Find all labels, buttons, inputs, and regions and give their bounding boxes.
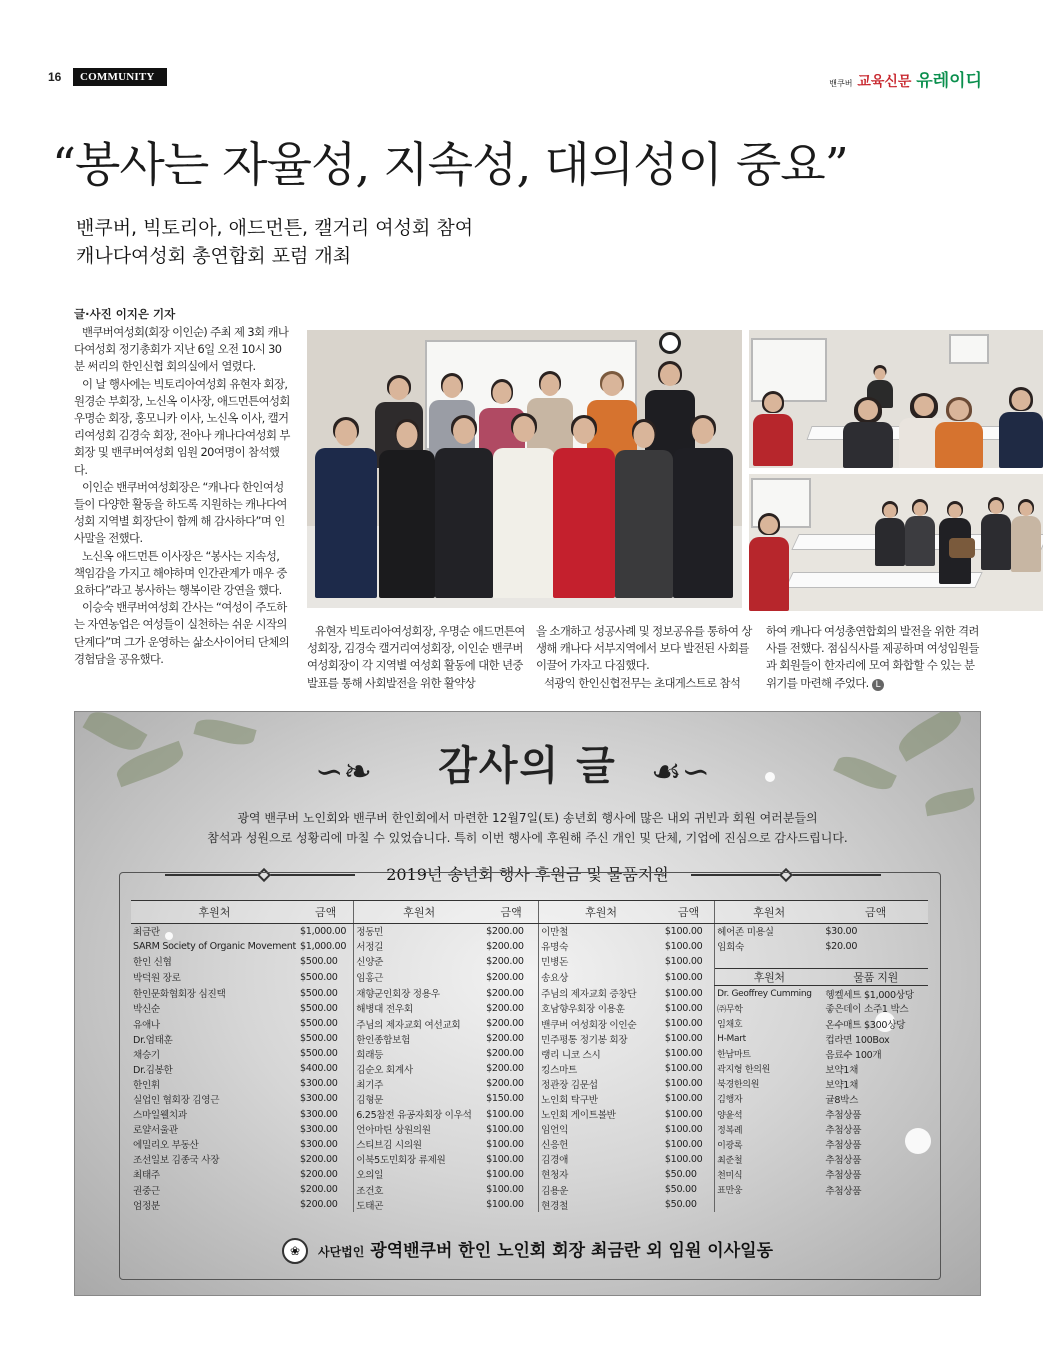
- table-cell: 컵라면 100Box: [825, 1034, 890, 1046]
- table-cell: $50.00: [664, 1199, 697, 1211]
- table-cell: 엄정분: [133, 1200, 160, 1212]
- sponsor-table: [131, 900, 928, 1212]
- ad-footer: [75, 1236, 980, 1264]
- person: [379, 422, 435, 598]
- table-cell: 천미식: [715, 1167, 824, 1182]
- table-cell: $200.00: [486, 1078, 524, 1090]
- table-row: [131, 1046, 928, 1061]
- table-cell: 호남향우회장 이용훈: [539, 1001, 663, 1016]
- table-cell: 임채호: [715, 1016, 824, 1031]
- table-cell: 재향군인회장 정용우: [354, 986, 484, 1001]
- footer-main: 광역밴쿠버 한인 노인회 회장 최금란 외 임원 이사일동: [370, 1241, 773, 1261]
- person: [673, 418, 733, 598]
- flourish-right-icon: ☙∽: [651, 752, 710, 792]
- table-cell: [715, 1197, 824, 1212]
- table-cell: $100.00: [664, 1123, 703, 1135]
- person: [1011, 502, 1041, 572]
- ad-intro: [75, 808, 980, 848]
- col-header: 후원처: [131, 901, 298, 924]
- table-cell: 조선일보 김종국 사장: [133, 1155, 220, 1167]
- person: [435, 418, 493, 598]
- masthead-logo: [829, 66, 982, 91]
- table-cell: $100.00: [664, 925, 703, 937]
- table-cell: 이광록: [715, 1137, 824, 1152]
- paragraph: 이 날 행사에는 빅토리아여성회 유현자 회장, 원경순 부회장, 노신옥 이사장, 애드먼튼여성회 우명순 회장, 홍모니카 이사, 노신옥 이사, 캘거리여성회 김경숙 회장, 전아나 캐나다여성회 부회장 및 밴쿠버여성회 임원 20여명이 참석했다.: [74, 376, 290, 477]
- table-cell: $100.00: [664, 971, 703, 983]
- col-header: 후원처: [715, 901, 824, 924]
- table-cell: $150.00: [486, 1093, 524, 1105]
- table-cell: 음료수 100개: [825, 1049, 882, 1061]
- sponsor-table-body: [131, 924, 928, 1213]
- table-cell: 오의일: [354, 1167, 484, 1182]
- table-cell: $500.00: [300, 1033, 338, 1045]
- table-cell: 한남마트: [715, 1046, 824, 1061]
- table-row: [131, 1137, 928, 1152]
- paragraph: 노신옥 애드먼튼 이사장은 “봉사는 지속성, 책임감을 가지고 해야하며 인간관계가 매우 중요하다”라고 봉사하는 행복이란 강연을 했다.: [74, 548, 287, 598]
- table-cell: $20.00: [825, 940, 858, 952]
- table-cell: SARM Society of Organic Movement: [133, 940, 296, 952]
- table-cell: Dr.김봉한: [133, 1064, 173, 1076]
- table-cell: 에밀리오 부동산: [133, 1140, 199, 1152]
- table-cell: 주님의 제자교회 여선교회: [354, 1016, 484, 1031]
- col-header: 금액: [484, 901, 539, 924]
- person: [315, 420, 377, 598]
- table-cell: 한인종합보험: [354, 1031, 484, 1046]
- person: [493, 416, 555, 598]
- paragraph: [766, 623, 984, 692]
- flourish-left-icon: ∽❧: [315, 752, 372, 792]
- paragraph: 이인순 밴쿠버여성회장은 “캐나다 한인여성들이 다양한 활동을 하도록 지원하는 캐나다여성회 지역별 회장단이 함께 해 감사하다”며 인사말을 전했다.: [74, 479, 287, 546]
- article-column-left: [74, 324, 290, 668]
- section-label: COMMUNITY: [73, 68, 167, 86]
- table-cell: $300.00: [300, 1138, 338, 1150]
- col-header: 후원처: [354, 901, 484, 924]
- table-cell: 추첨상품: [825, 1155, 862, 1167]
- table-row: [131, 1167, 928, 1182]
- table-cell: 민주평통 정기봉 회장: [539, 1031, 663, 1046]
- table-cell: 희래등: [354, 1046, 484, 1061]
- end-mark-icon: L: [872, 679, 884, 691]
- table-cell: 표만웅: [715, 1182, 824, 1197]
- table-cell: 로얄서울관: [133, 1125, 178, 1137]
- table-cell: H-Mart: [715, 1031, 824, 1046]
- table-cell: 김형문: [354, 1091, 484, 1106]
- table-cell: 헹켈세트 $1,000상당: [825, 989, 914, 1001]
- table-cell: $100.00: [486, 1138, 524, 1150]
- table-cell: 보약1채: [825, 1064, 859, 1076]
- table-cell: $1,000.00: [300, 940, 347, 952]
- person: [875, 504, 905, 566]
- table-cell: $100.00: [486, 1184, 524, 1196]
- table-cell: 임홍근: [354, 969, 484, 986]
- table-row: [131, 1122, 928, 1137]
- table-cell: 보약1채: [825, 1079, 859, 1091]
- table-cell: 좋은데이 소주1 박스: [825, 1004, 909, 1016]
- ad-subtitle: 2019년 송년회 행사 후원금 및 물품지원: [386, 865, 669, 884]
- table-cell: 정복례: [715, 1122, 824, 1137]
- table-cell: Dr. Geoffrey Cumming: [715, 986, 824, 1001]
- table-cell: 박덕원 장로: [133, 973, 181, 985]
- article-column-4: [766, 623, 984, 692]
- table-cell: $400.00: [300, 1063, 338, 1075]
- table-cell: 정관장 김문섭: [539, 1076, 663, 1091]
- table-row: [131, 1152, 928, 1167]
- table-cell: $300.00: [300, 1123, 338, 1135]
- table-cell: Dr.엄태훈: [133, 1034, 173, 1046]
- table-cell: 이북5도민회장 류제원: [354, 1152, 484, 1167]
- table-cell: 최금란: [133, 927, 160, 939]
- table-cell: $200.00: [486, 1002, 524, 1014]
- table-row: [131, 954, 928, 969]
- table-cell: $200.00: [486, 971, 524, 983]
- table-cell: $200.00: [486, 1048, 524, 1060]
- table-row: [131, 969, 928, 986]
- table-cell: $200.00: [300, 1168, 338, 1180]
- table-cell: 서정길: [354, 939, 484, 954]
- table-cell: $100.00: [664, 1048, 703, 1060]
- table-cell: 온수매트 $300상당: [825, 1019, 906, 1031]
- table-cell: $300.00: [300, 1093, 338, 1105]
- paragraph: 이승숙 밴쿠버여성회 간사는 “여성이 주도하는 자연농업은 여성들이 실천하는 쉬운 시작의 단계다”며 그가 운영하는 삶소사이어티 단체의 경험담을 공유했다.: [74, 600, 290, 666]
- thank-you-ad: [74, 711, 981, 1296]
- table-cell: 헤어존 미용실: [715, 924, 824, 939]
- handbag: [949, 532, 975, 558]
- paragraph: 을 소개하고 성공사례 및 정보공유를 통하여 상생해 캐나다 서부지역에서 보다 발전된 사회를 이끌어 가자고 다짐했다.: [536, 624, 752, 673]
- table-cell: 임언익: [539, 1122, 663, 1137]
- table-cell: $100.00: [664, 955, 703, 967]
- table-row: [131, 1031, 928, 1046]
- table-row: [131, 1091, 928, 1106]
- table-cell: 유애나: [133, 1019, 160, 1031]
- table-cell: $100.00: [664, 1078, 703, 1090]
- table-cell: $500.00: [300, 1048, 338, 1060]
- ad-title: 감사의 글: [438, 743, 617, 789]
- table-row: [131, 1061, 928, 1076]
- table-cell: $30.00: [825, 925, 858, 937]
- table-cell: $100.00: [664, 1108, 703, 1120]
- table-cell: $100.00: [664, 1093, 703, 1105]
- table-cell: 추첨상품: [825, 1140, 862, 1152]
- col-header: 금액: [663, 901, 715, 924]
- table-cell: [823, 954, 928, 969]
- table-cell: 주님의 제자교회 증창단: [539, 986, 663, 1001]
- table-row: [131, 1076, 928, 1091]
- table-cell: $100.00: [486, 1123, 524, 1135]
- table-cell: 후원처: [715, 969, 824, 986]
- table-cell: $1,000.00: [300, 925, 347, 937]
- footer-small: 사단법인: [317, 1245, 365, 1259]
- ad-intro-line-2: 참석과 성원으로 성황리에 마칠 수 있었습니다. 특히 이번 행사에 후원해 주신 개인 및 단체, 기업에 진심으로 감사드립니다.: [207, 831, 848, 845]
- table-cell: 도태곤: [354, 1197, 484, 1212]
- table-cell: 최기주: [354, 1076, 484, 1091]
- table-cell: $200.00: [486, 1033, 524, 1045]
- group-photo: [307, 330, 742, 608]
- table-cell: 이만철: [539, 924, 663, 939]
- person: [753, 394, 793, 466]
- whiteboard: [751, 338, 827, 402]
- person: [981, 500, 1011, 570]
- byline: 글·사진 이지은 기자: [74, 307, 176, 321]
- table-cell: 추첨상품: [825, 1170, 862, 1182]
- table-cell: 킹스마트: [539, 1061, 663, 1076]
- table-cell: $200.00: [486, 925, 524, 937]
- table-row: [131, 986, 928, 1001]
- person: [999, 390, 1043, 468]
- table-cell: 밴쿠버 여성회장 이인순: [539, 1016, 663, 1031]
- table-cell: 조건호: [354, 1182, 484, 1197]
- table-cell: 노인회 게이트볼반: [539, 1107, 663, 1122]
- table-cell: $100.00: [664, 1018, 703, 1030]
- table-cell: [715, 954, 824, 969]
- table-cell: $200.00: [486, 1063, 524, 1075]
- table-row: [131, 1197, 928, 1212]
- table-cell: 언아마틴 상원의원: [354, 1122, 484, 1137]
- table-cell: 최태주: [133, 1170, 160, 1182]
- masthead-small: 밴쿠버: [829, 79, 853, 88]
- seal-icon: ❀: [282, 1238, 308, 1264]
- table-row: [131, 1016, 928, 1031]
- table-cell: 김용운: [539, 1182, 663, 1197]
- table-row: [131, 939, 928, 954]
- table-cell: 박신순: [133, 1004, 160, 1016]
- table-cell: 신응헌: [539, 1137, 663, 1152]
- table-cell: 스티브김 시의원: [354, 1137, 484, 1152]
- table-cell: $200.00: [486, 955, 524, 967]
- paragraph: 석광익 한인신협전무는 초대게스트로 참석: [544, 675, 741, 690]
- table-cell: 김경애: [539, 1152, 663, 1167]
- page-number: 16: [48, 70, 62, 84]
- table-cell: 추첨상품: [825, 1125, 862, 1137]
- table-cell: 신양준: [354, 954, 484, 969]
- table-cell: $200.00: [300, 1153, 338, 1165]
- person: [749, 516, 789, 611]
- table-cell: [823, 1197, 928, 1212]
- clock-icon: [659, 332, 681, 354]
- table-cell: 민병돈: [539, 954, 663, 969]
- table-cell: 송요상: [539, 969, 663, 986]
- table-cell: 양윤석: [715, 1107, 824, 1122]
- person: [843, 400, 893, 468]
- paragraph-text: 하여 캐나다 여성총연합회의 발전을 위한 격려사를 전했다. 점심식사를 제공하며 여성임원들과 회원들이 한자리에 모여 화합할 수 있는 분위기를 마련해 주었다.: [766, 624, 979, 690]
- table-cell: 랭리 니코 스시: [539, 1046, 663, 1061]
- table-cell: ㈜무학: [715, 1001, 824, 1016]
- table-cell: 6.25참전 유공자회장 이우석: [354, 1107, 484, 1122]
- table-row: [131, 1107, 928, 1122]
- table-cell: $100.00: [664, 1138, 703, 1150]
- table-cell: $50.00: [664, 1168, 697, 1180]
- table-cell: $100.00: [486, 1108, 524, 1120]
- col-header: 후원처: [539, 901, 663, 924]
- table-cell: 한인 신협: [133, 957, 172, 969]
- col-header: 금액: [298, 901, 354, 924]
- table-cell: 임희숙: [715, 939, 824, 954]
- table-cell: 추첨상품: [825, 1110, 862, 1122]
- table-cell: $100.00: [664, 1002, 703, 1014]
- notice-board: [949, 334, 989, 364]
- table-cell: 곽지형 한의원: [715, 1061, 824, 1076]
- table-cell: 정동민: [354, 924, 484, 939]
- table-cell: $200.00: [486, 1018, 524, 1030]
- table-cell: 유명숙: [539, 939, 663, 954]
- table-cell: 추첨상품: [825, 1185, 862, 1197]
- ad-intro-line-1: 광역 밴쿠버 노인회와 밴쿠버 한인회에서 마련한 12월7일(토) 송년회 행사에 많은 내외 귀빈과 회원 여러분들의: [237, 811, 818, 825]
- table-cell: 물품 지원: [823, 969, 928, 986]
- subhead: [76, 214, 473, 270]
- paragraph: 유현자 빅토리아여성회장, 우명순 애드먼튼여성회장, 김경숙 캘거리여성회장, 이인순 밴쿠버여성회장이 각 지역별 여성회 활동에 대한 년중 발표를 통해 사회발전을 위한 활약상: [307, 624, 525, 690]
- table-cell: $200.00: [486, 987, 524, 999]
- meeting-photo-1: [749, 330, 1043, 468]
- table-cell: 노인회 탁구반: [539, 1091, 663, 1106]
- table-cell: $50.00: [664, 1184, 697, 1196]
- table-cell: $100.00: [486, 1168, 524, 1180]
- table-cell: $500.00: [300, 1018, 338, 1030]
- table-cell: 현경철: [539, 1197, 663, 1212]
- table-cell: $100.00: [664, 987, 703, 999]
- table-cell: $300.00: [300, 1108, 338, 1120]
- table-cell: $500.00: [300, 1002, 338, 1014]
- table-cell: $100.00: [664, 1153, 703, 1165]
- subhead-line-1: 밴쿠버, 빅토리아, 애드먼튼, 캘거리 여성회 참여: [76, 217, 474, 239]
- table-row: [131, 924, 928, 939]
- table-cell: 해병대 전우회: [354, 1001, 484, 1016]
- table-cell: 귤8박스: [825, 1094, 859, 1106]
- table-cell: 채승기: [133, 1049, 160, 1061]
- table-cell: 실업인 협회장 김영근: [133, 1094, 220, 1106]
- masthead-brand: 유레이디: [916, 71, 982, 91]
- table-cell: $500.00: [300, 971, 338, 983]
- table-cell: $100.00: [486, 1199, 524, 1211]
- table-row: [131, 1001, 928, 1016]
- table-cell: 김순오 회계사: [354, 1061, 484, 1076]
- paragraph: 밴쿠버여성회(회장 이인순) 주최 제 3회 캐나다여성회 정기총회가 지난 6일 오전 10시 30분 써리의 한인신협 회의실에서 열렸다.: [74, 325, 289, 374]
- table-cell: $300.00: [300, 1078, 338, 1090]
- table-cell: 북경한의원: [715, 1076, 824, 1091]
- table-cell: 스마일웰치과: [133, 1110, 187, 1122]
- masthead-edu: 교육신문: [857, 74, 912, 90]
- table-row: [131, 1182, 928, 1197]
- table-cell: $500.00: [300, 955, 338, 967]
- table-cell: 최준철: [715, 1152, 824, 1167]
- table-cell: $100.00: [664, 1063, 703, 1075]
- table-cell: 현청자: [539, 1167, 663, 1182]
- person: [553, 418, 615, 598]
- col-header: 금액: [823, 901, 928, 924]
- article-column-2: [307, 623, 525, 692]
- article-column-3: [536, 623, 754, 692]
- table-cell: 권중근: [133, 1185, 160, 1197]
- table-cell: $500.00: [300, 987, 338, 999]
- person: [905, 502, 935, 566]
- table-cell: $100.00: [664, 940, 703, 952]
- table-cell: $200.00: [486, 940, 524, 952]
- table-cell: 한인휘: [133, 1079, 160, 1091]
- table-cell: $100.00: [664, 1033, 703, 1045]
- table-cell: $200.00: [300, 1199, 338, 1211]
- meeting-photo-2: [749, 474, 1043, 611]
- table-cell: $100.00: [486, 1153, 524, 1165]
- headline: “봉사는 자율성, 지속성, 대의성이 중요”: [52, 138, 848, 193]
- table-cell: 김행자: [715, 1091, 824, 1106]
- person: [935, 400, 983, 468]
- person: [615, 422, 673, 598]
- table-cell: $200.00: [300, 1184, 338, 1196]
- subhead-line-2: 캐나다여성회 총연합회 포럼 개최: [76, 245, 352, 267]
- table-cell: 한인문화협회장 심진택: [133, 989, 226, 1001]
